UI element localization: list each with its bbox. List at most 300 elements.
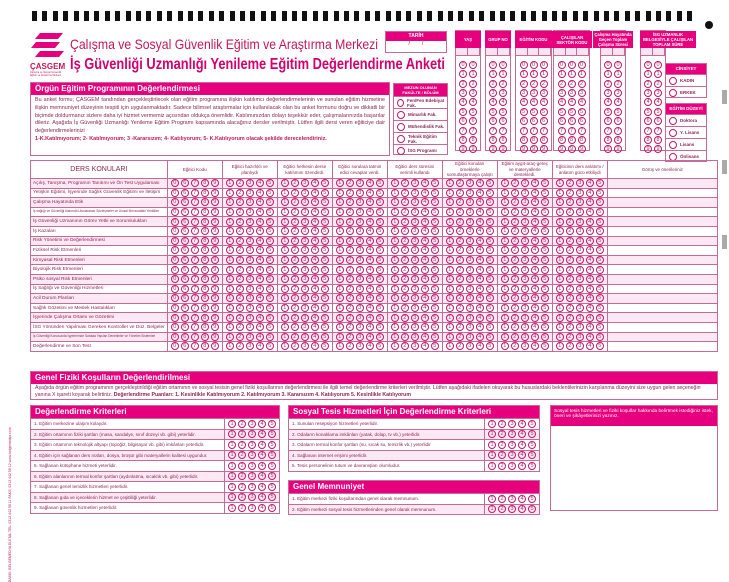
answer-bubble[interactable]: 3 — [521, 256, 529, 264]
answer-bubble[interactable]: 1 — [654, 70, 662, 78]
answer-bubble[interactable]: 2 — [346, 275, 354, 283]
answer-bubble[interactable]: 2 — [456, 333, 464, 341]
answer-bubble[interactable]: 1 — [281, 198, 289, 206]
answer-bubble[interactable]: 3 — [246, 208, 254, 216]
answer-bubble[interactable]: 2 — [236, 333, 244, 341]
answer-bubble[interactable]: 2 — [401, 256, 409, 264]
answer-bubble[interactable]: 2 — [644, 80, 652, 88]
answer-bubble[interactable]: 2 — [456, 285, 464, 293]
answer-bubble[interactable]: 3 — [466, 208, 474, 216]
answer-bubble[interactable]: 4 — [366, 342, 374, 350]
answer-bubble[interactable]: 2 — [511, 275, 519, 283]
answer-bubble[interactable]: 1 — [459, 70, 467, 78]
answer-bubble[interactable]: 5 — [568, 108, 576, 116]
answer-bubble[interactable]: 5 — [431, 323, 439, 331]
answer-bubble[interactable]: 4 — [311, 179, 319, 187]
answer-bubble[interactable]: 5 — [596, 227, 604, 235]
comments-box[interactable] — [550, 405, 718, 511]
answer-bubble[interactable]: 3 — [576, 285, 584, 293]
answer-bubble[interactable]: 1 — [391, 275, 399, 283]
answer-bubble[interactable]: 3 — [521, 304, 529, 312]
radio-bubble[interactable] — [397, 147, 405, 155]
answer-bubble[interactable]: 7 — [191, 208, 199, 216]
answer-bubble[interactable]: 4 — [586, 256, 594, 264]
radio-bubble[interactable] — [397, 123, 405, 131]
answer-bubble[interactable]: 4 — [366, 285, 374, 293]
answer-bubble[interactable]: 7 — [191, 218, 199, 226]
answer-bubble[interactable]: 0 — [171, 256, 179, 264]
answer-bubble[interactable]: 3 — [356, 198, 364, 206]
answer-bubble[interactable]: 3 — [521, 189, 529, 197]
answer-bubble[interactable]: 0 — [654, 61, 662, 69]
answer-bubble[interactable]: 8 — [201, 218, 209, 226]
answer-bubble[interactable]: 2 — [238, 504, 246, 512]
answer-bubble[interactable]: 3 — [614, 89, 622, 97]
answer-bubble[interactable]: 1 — [228, 472, 236, 480]
answer-bubble[interactable]: 5 — [321, 179, 329, 187]
answer-bubble[interactable]: 3 — [356, 218, 364, 226]
answer-bubble[interactable]: 5 — [376, 256, 384, 264]
answer-bubble[interactable]: 1 — [488, 441, 496, 449]
answer-bubble[interactable]: 4 — [586, 208, 594, 216]
answer-bubble[interactable]: 3 — [466, 275, 474, 283]
answer-bubble[interactable]: 4 — [476, 189, 484, 197]
answer-bubble[interactable]: 2 — [530, 80, 538, 88]
answer-bubble[interactable]: 5 — [268, 420, 276, 428]
answer-bubble[interactable]: 3 — [301, 323, 309, 331]
answer-bubble[interactable]: 4 — [476, 304, 484, 312]
answer-bubble[interactable]: 4 — [366, 304, 374, 312]
answer-bubble[interactable]: 1 — [469, 70, 477, 78]
answer-bubble[interactable]: 3 — [521, 342, 529, 350]
answer-bubble[interactable]: 0 — [558, 61, 566, 69]
answer-bubble[interactable]: 5 — [266, 294, 274, 302]
answer-bubble[interactable]: 2 — [566, 227, 574, 235]
answer-bubble[interactable]: 1 — [578, 70, 586, 78]
answer-bubble[interactable]: 3 — [301, 256, 309, 264]
answer-bubble[interactable]: 1 — [226, 314, 234, 322]
answer-bubble[interactable]: 1 — [446, 266, 454, 274]
answer-bubble[interactable]: 4 — [586, 314, 594, 322]
answer-bubble[interactable]: 1 — [228, 420, 236, 428]
answer-bubble[interactable]: 1 — [281, 333, 289, 341]
answer-bubble[interactable]: 5 — [530, 108, 538, 116]
answer-bubble[interactable]: 8 — [201, 266, 209, 274]
answer-bubble[interactable]: 3 — [248, 472, 256, 480]
answer-bubble[interactable]: 2 — [511, 208, 519, 216]
answer-bubble[interactable]: 1 — [336, 227, 344, 235]
option-mimarl-k-fak-[interactable] — [394, 108, 447, 120]
answer-bubble[interactable]: 3 — [248, 430, 256, 438]
answer-bubble[interactable]: 1 — [501, 208, 509, 216]
answer-bubble[interactable]: 5 — [321, 227, 329, 235]
answer-bubble[interactable]: 1 — [556, 227, 564, 235]
answer-bubble[interactable]: 0 — [469, 61, 477, 69]
answer-bubble[interactable]: 5 — [431, 246, 439, 254]
answer-bubble[interactable]: 6 — [499, 117, 507, 125]
answer-bubble[interactable]: 0 — [489, 61, 497, 69]
answer-bubble[interactable]: 6 — [654, 117, 662, 125]
answer-bubble[interactable]: 3 — [246, 266, 254, 274]
answer-bubble[interactable]: 5 — [558, 108, 566, 116]
answer-bubble[interactable]: 4 — [531, 323, 539, 331]
answer-bubble[interactable]: 3 — [301, 342, 309, 350]
answer-bubble[interactable]: 4 — [366, 323, 374, 331]
answer-bubble[interactable]: 2 — [346, 179, 354, 187]
answer-bubble[interactable]: 3 — [521, 218, 529, 226]
answer-bubble[interactable]: 3 — [466, 304, 474, 312]
answer-bubble[interactable]: 3 — [466, 333, 474, 341]
answer-bubble[interactable]: 1 — [556, 275, 564, 283]
radio-bubble[interactable] — [669, 129, 677, 137]
answer-bubble[interactable]: 1 — [501, 198, 509, 206]
answer-bubble[interactable]: 0 — [459, 61, 467, 69]
answer-bubble[interactable]: 0 — [171, 227, 179, 235]
answer-bubble[interactable]: 1 — [501, 304, 509, 312]
answer-bubble[interactable]: 2 — [236, 304, 244, 312]
answer-bubble[interactable]: 7 — [644, 127, 652, 135]
answer-bubble[interactable]: 2 — [498, 495, 506, 503]
answer-bubble[interactable]: 0 — [171, 304, 179, 312]
answer-bubble[interactable]: 4 — [586, 294, 594, 302]
answer-bubble[interactable]: 9 — [211, 266, 219, 274]
comment-cell[interactable] — [607, 179, 717, 189]
answer-bubble[interactable]: 5 — [376, 237, 384, 245]
answer-bubble[interactable]: 2 — [238, 493, 246, 501]
comment-cell[interactable] — [607, 332, 717, 342]
answer-bubble[interactable]: 4 — [654, 98, 662, 106]
answer-bubble[interactable]: 4 — [614, 98, 622, 106]
answer-bubble[interactable]: 4 — [366, 275, 374, 283]
answer-bubble[interactable]: 4 — [531, 275, 539, 283]
answer-bubble[interactable]: 3 — [356, 294, 364, 302]
answer-bubble[interactable]: 5 — [266, 266, 274, 274]
answer-bubble[interactable]: 3 — [530, 89, 538, 97]
answer-bubble[interactable]: 1 — [556, 304, 564, 312]
answer-bubble[interactable]: 2 — [236, 266, 244, 274]
radio-bubble[interactable] — [397, 111, 405, 119]
answer-bubble[interactable]: 6 — [459, 117, 467, 125]
code-cell[interactable] — [486, 48, 498, 55]
answer-bubble[interactable]: 3 — [466, 246, 474, 254]
answer-bubble[interactable]: 5 — [578, 108, 586, 116]
answer-bubble[interactable]: 5 — [431, 294, 439, 302]
answer-bubble[interactable]: 3 — [520, 89, 528, 97]
answer-bubble[interactable]: 3 — [466, 342, 474, 350]
answer-bubble[interactable]: 3 — [301, 294, 309, 302]
answer-bubble[interactable]: 1 — [226, 218, 234, 226]
answer-bubble[interactable]: 6 — [558, 117, 566, 125]
answer-bubble[interactable]: 4 — [258, 472, 266, 480]
answer-bubble[interactable]: 2 — [291, 285, 299, 293]
answer-bubble[interactable]: 9 — [499, 145, 507, 153]
answer-bubble[interactable]: 2 — [238, 420, 246, 428]
answer-bubble[interactable]: 4 — [476, 294, 484, 302]
answer-bubble[interactable]: 3 — [466, 198, 474, 206]
answer-bubble[interactable]: 2 — [566, 285, 574, 293]
answer-bubble[interactable]: 4 — [311, 189, 319, 197]
answer-bubble[interactable]: 3 — [411, 333, 419, 341]
answer-bubble[interactable]: 5 — [596, 275, 604, 283]
answer-bubble[interactable]: 2 — [511, 294, 519, 302]
answer-bubble[interactable]: 4 — [586, 266, 594, 274]
comment-cell[interactable] — [607, 265, 717, 275]
answer-bubble[interactable]: 3 — [521, 237, 529, 245]
answer-bubble[interactable]: 4 — [311, 256, 319, 264]
answer-bubble[interactable]: 3 — [466, 256, 474, 264]
answer-bubble[interactable]: 1 — [556, 256, 564, 264]
answer-bubble[interactable]: 2 — [511, 342, 519, 350]
comment-cell[interactable] — [607, 236, 717, 246]
answer-bubble[interactable]: 3 — [356, 314, 364, 322]
answer-bubble[interactable]: 2 — [456, 256, 464, 264]
answer-bubble[interactable]: 1 — [281, 256, 289, 264]
answer-bubble[interactable]: 3 — [576, 294, 584, 302]
answer-bubble[interactable]: 7 — [578, 127, 586, 135]
answer-bubble[interactable]: 2 — [346, 218, 354, 226]
answer-bubble[interactable]: 1 — [501, 323, 509, 331]
answer-bubble[interactable]: 1 — [446, 208, 454, 216]
answer-bubble[interactable]: 1 — [556, 198, 564, 206]
answer-bubble[interactable]: 6 — [568, 117, 576, 125]
answer-bubble[interactable]: 4 — [476, 208, 484, 216]
answer-bubble[interactable]: 4 — [256, 189, 264, 197]
answer-bubble[interactable]: 4 — [421, 246, 429, 254]
answer-bubble[interactable]: 5 — [376, 342, 384, 350]
answer-bubble[interactable]: 5 — [596, 189, 604, 197]
answer-bubble[interactable]: 1 — [281, 246, 289, 254]
answer-bubble[interactable]: 5 — [654, 108, 662, 116]
answer-bubble[interactable]: 3 — [246, 189, 254, 197]
answer-bubble[interactable]: 8 — [644, 136, 652, 144]
answer-bubble[interactable]: 3 — [576, 314, 584, 322]
answer-bubble[interactable]: 8 — [654, 136, 662, 144]
answer-bubble[interactable]: 4 — [421, 256, 429, 264]
answer-bubble[interactable]: 9 — [211, 189, 219, 197]
answer-bubble[interactable]: 1 — [556, 342, 564, 350]
answer-bubble[interactable]: 2 — [566, 333, 574, 341]
answer-bubble[interactable]: 3 — [356, 208, 364, 216]
answer-bubble[interactable]: 0 — [530, 61, 538, 69]
answer-bubble[interactable]: 6 — [181, 237, 189, 245]
answer-bubble[interactable]: 9 — [211, 246, 219, 254]
answer-bubble[interactable]: 3 — [301, 227, 309, 235]
answer-bubble[interactable]: 5 — [321, 189, 329, 197]
answer-bubble[interactable]: 3 — [521, 266, 529, 274]
answer-bubble[interactable]: 1 — [336, 256, 344, 264]
answer-bubble[interactable]: 3 — [411, 256, 419, 264]
answer-bubble[interactable]: 2 — [401, 285, 409, 293]
answer-bubble[interactable]: 0 — [171, 314, 179, 322]
answer-bubble[interactable]: 2 — [238, 451, 246, 459]
answer-bubble[interactable]: 3 — [576, 227, 584, 235]
answer-bubble[interactable]: 2 — [511, 198, 519, 206]
answer-bubble[interactable]: 3 — [459, 89, 467, 97]
answer-bubble[interactable]: 5 — [489, 108, 497, 116]
answer-bubble[interactable]: 1 — [226, 294, 234, 302]
answer-bubble[interactable]: 2 — [236, 227, 244, 235]
answer-bubble[interactable]: 3 — [411, 294, 419, 302]
answer-bubble[interactable]: 4 — [366, 179, 374, 187]
answer-bubble[interactable]: 4 — [421, 198, 429, 206]
answer-bubble[interactable]: 3 — [246, 237, 254, 245]
answer-bubble[interactable]: 4 — [530, 98, 538, 106]
answer-bubble[interactable]: 4 — [531, 208, 539, 216]
answer-bubble[interactable]: 1 — [501, 314, 509, 322]
answer-bubble[interactable]: 4 — [311, 246, 319, 254]
answer-bubble[interactable]: 4 — [531, 246, 539, 254]
answer-bubble[interactable]: 5 — [376, 304, 384, 312]
answer-bubble[interactable]: 5 — [321, 285, 329, 293]
answer-bubble[interactable]: 4 — [421, 266, 429, 274]
answer-bubble[interactable]: 3 — [301, 198, 309, 206]
answer-bubble[interactable]: 3 — [411, 275, 419, 283]
answer-bubble[interactable]: 0 — [644, 61, 652, 69]
answer-bubble[interactable]: 5 — [266, 208, 274, 216]
answer-bubble[interactable]: 5 — [321, 208, 329, 216]
answer-bubble[interactable]: 5 — [431, 179, 439, 187]
answer-bubble[interactable]: 2 — [401, 227, 409, 235]
answer-bubble[interactable]: 6 — [520, 117, 528, 125]
answer-bubble[interactable]: 8 — [459, 136, 467, 144]
answer-bubble[interactable]: 5 — [431, 266, 439, 274]
answer-bubble[interactable]: 2 — [456, 304, 464, 312]
answer-bubble[interactable]: 5 — [376, 294, 384, 302]
comment-cell[interactable] — [607, 303, 717, 313]
answer-bubble[interactable]: 9 — [211, 294, 219, 302]
answer-bubble[interactable]: 6 — [181, 266, 189, 274]
answer-bubble[interactable]: 4 — [256, 246, 264, 254]
answer-bubble[interactable]: 1 — [391, 342, 399, 350]
answer-bubble[interactable]: 3 — [301, 333, 309, 341]
answer-bubble[interactable]: 9 — [211, 237, 219, 245]
answer-bubble[interactable]: 4 — [311, 275, 319, 283]
answer-bubble[interactable]: 1 — [391, 237, 399, 245]
answer-bubble[interactable]: 5 — [541, 198, 549, 206]
answer-bubble[interactable]: 2 — [498, 420, 506, 428]
answer-bubble[interactable]: 5 — [541, 266, 549, 274]
answer-bubble[interactable]: 4 — [644, 98, 652, 106]
answer-bubble[interactable]: 2 — [558, 80, 566, 88]
answer-bubble[interactable]: 0 — [604, 61, 612, 69]
answer-bubble[interactable]: 1 — [446, 256, 454, 264]
answer-bubble[interactable]: 5 — [486, 237, 494, 245]
answer-bubble[interactable]: 5 — [528, 462, 536, 470]
answer-bubble[interactable]: 1 — [556, 294, 564, 302]
answer-bubble[interactable]: 3 — [356, 237, 364, 245]
answer-bubble[interactable]: 4 — [311, 323, 319, 331]
answer-bubble[interactable]: 1 — [446, 314, 454, 322]
answer-bubble[interactable]: 5 — [376, 266, 384, 274]
answer-bubble[interactable]: 7 — [191, 179, 199, 187]
answer-bubble[interactable]: 4 — [256, 342, 264, 350]
answer-bubble[interactable]: 1 — [446, 198, 454, 206]
answer-bubble[interactable]: 7 — [459, 127, 467, 135]
answer-bubble[interactable]: 4 — [586, 342, 594, 350]
code-entry-cells[interactable] — [601, 48, 625, 56]
answer-bubble[interactable]: 4 — [499, 98, 507, 106]
answer-bubble[interactable]: 3 — [411, 323, 419, 331]
answer-bubble[interactable]: 2 — [401, 198, 409, 206]
answer-bubble[interactable]: 4 — [531, 333, 539, 341]
answer-bubble[interactable]: 6 — [181, 275, 189, 283]
answer-bubble[interactable]: 9 — [604, 145, 612, 153]
answer-bubble[interactable]: 2 — [401, 333, 409, 341]
answer-bubble[interactable]: 3 — [356, 256, 364, 264]
answer-bubble[interactable]: 2 — [498, 505, 506, 513]
answer-bubble[interactable]: 7 — [540, 127, 548, 135]
answer-bubble[interactable]: 5 — [321, 294, 329, 302]
option-y-lisans[interactable] — [666, 126, 706, 138]
answer-bubble[interactable]: 5 — [321, 323, 329, 331]
answer-bubble[interactable]: 7 — [191, 246, 199, 254]
code-cell[interactable] — [641, 48, 653, 55]
answer-bubble[interactable]: 4 — [256, 314, 264, 322]
answer-bubble[interactable]: 5 — [596, 342, 604, 350]
answer-bubble[interactable]: 1 — [391, 256, 399, 264]
answer-bubble[interactable]: 8 — [201, 198, 209, 206]
answer-bubble[interactable]: 0 — [171, 323, 179, 331]
answer-bubble[interactable]: 2 — [346, 314, 354, 322]
answer-bubble[interactable]: 9 — [459, 145, 467, 153]
answer-bubble[interactable]: 2 — [566, 266, 574, 274]
answer-bubble[interactable]: 4 — [256, 198, 264, 206]
answer-bubble[interactable]: 2 — [456, 218, 464, 226]
answer-bubble[interactable]: 5 — [486, 333, 494, 341]
answer-bubble[interactable]: 4 — [311, 294, 319, 302]
answer-bubble[interactable]: 1 — [446, 227, 454, 235]
answer-bubble[interactable]: 0 — [568, 61, 576, 69]
code-entry-cells[interactable] — [641, 48, 665, 56]
answer-bubble[interactable]: 9 — [211, 285, 219, 293]
answer-bubble[interactable]: 5 — [486, 208, 494, 216]
answer-bubble[interactable]: 5 — [321, 237, 329, 245]
answer-bubble[interactable]: 7 — [530, 127, 538, 135]
answer-bubble[interactable]: 1 — [336, 237, 344, 245]
answer-bubble[interactable]: 4 — [476, 285, 484, 293]
answer-bubble[interactable]: 4 — [256, 294, 264, 302]
answer-bubble[interactable]: 6 — [181, 179, 189, 187]
answer-bubble[interactable]: 5 — [541, 314, 549, 322]
answer-bubble[interactable]: 1 — [226, 227, 234, 235]
answer-bubble[interactable]: 3 — [248, 441, 256, 449]
answer-bubble[interactable]: 0 — [171, 275, 179, 283]
date-field[interactable] — [385, 31, 447, 53]
answer-bubble[interactable]: 5 — [486, 189, 494, 197]
answer-bubble[interactable]: 2 — [456, 246, 464, 254]
answer-bubble[interactable]: 9 — [211, 304, 219, 312]
answer-bubble[interactable]: 3 — [411, 208, 419, 216]
answer-bubble[interactable]: 2 — [401, 342, 409, 350]
answer-bubble[interactable]: 3 — [301, 304, 309, 312]
answer-bubble[interactable]: 4 — [311, 285, 319, 293]
answer-bubble[interactable]: 7 — [654, 127, 662, 135]
answer-bubble[interactable]: 3 — [411, 189, 419, 197]
answer-bubble[interactable]: 6 — [614, 117, 622, 125]
answer-bubble[interactable]: 1 — [446, 179, 454, 187]
answer-bubble[interactable]: 1 — [391, 285, 399, 293]
answer-bubble[interactable]: 0 — [171, 218, 179, 226]
answer-bubble[interactable]: 5 — [541, 285, 549, 293]
answer-bubble[interactable]: 9 — [211, 208, 219, 216]
answer-bubble[interactable]: 4 — [540, 98, 548, 106]
answer-bubble[interactable]: 1 — [281, 179, 289, 187]
answer-bubble[interactable]: 6 — [469, 117, 477, 125]
answer-bubble[interactable]: 5 — [596, 198, 604, 206]
answer-bubble[interactable]: 2 — [566, 189, 574, 197]
answer-bubble[interactable]: 9 — [644, 145, 652, 153]
answer-bubble[interactable]: 5 — [268, 493, 276, 501]
